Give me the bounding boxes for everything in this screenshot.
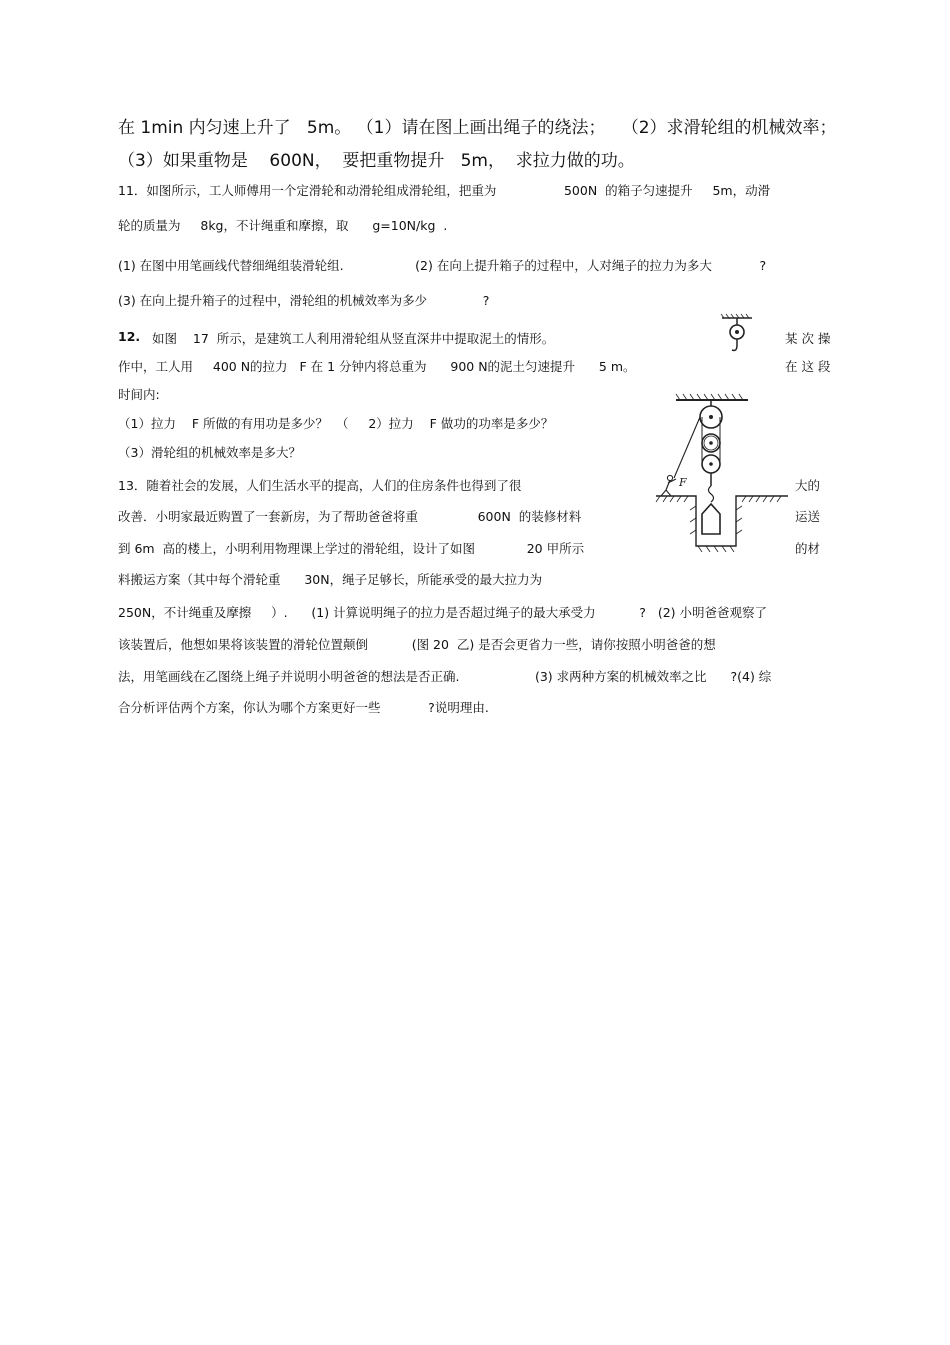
q12-line-1: 如图 17 所示，是建筑工人利用滑轮组从竖直深井中提取泥土的情形。 (152, 331, 555, 346)
q13-line-1-right: 大的 (795, 478, 821, 493)
q13-line-6: 该装置后，他想如果将该装置的滑轮位置颠倒 (图 20 乙) 是否会更省力一些，请你按照小明爸爸的想 (118, 637, 716, 652)
q12-line-1-right: 某 次 操 (785, 331, 831, 346)
text-line-2: （3）如果重物是 600N， 要把重物提升 5m， 求拉力做的功。 (118, 151, 635, 171)
hanging-pulley-figure (714, 312, 760, 360)
q12-number: 12. (118, 329, 141, 344)
q13-line-1: 13．随着社会的发展，人们生活水平的提高，人们的住房条件也得到了很 (118, 478, 522, 493)
q13-line-7: 法，用笔画线在乙图绕上绳子并说明小明爸爸的想法是否正确. (3) 求两种方案的机械效率之比 ?(4) 综 (118, 669, 772, 684)
q13-line-3-right: 的材 (795, 541, 821, 556)
well-pulley-figure (650, 386, 800, 554)
q13-line-4: 料搬运方案（其中每个滑轮重 30N，绳子足够长，所能承受的最大拉力为 (118, 572, 543, 587)
q11-line-3: (1) 在图中用笔画线代替细绳组装滑轮组. (2) 在向上提升箱子的过程中，人对绳子的拉力为多大 ? (118, 258, 767, 273)
q12-line-4: （1）拉力 F 所做的有用功是多少？ （ 2）拉力 F 做功的功率是多少？ (118, 416, 554, 431)
q13-line-3: 到 6m 高的楼上，小明利用物理课上学过的滑轮组，设计了如图 20 甲所示 (118, 541, 585, 556)
force-label: F (679, 476, 687, 489)
q13-line-5: 250N，不计绳重及摩擦 ）. (1) 计算说明绳子的拉力是否超过绳子的最大承受力 ? (2) 小明爸爸观察了 (118, 605, 768, 620)
text-line-1: 在 1min 内匀速上升了 5m。 （1）请在图上画出绳子的绕法； （2）求滑轮组的机械效率； (118, 118, 837, 138)
q11-line-1: 11．如图所示，工人师傅用一个定滑轮和动滑轮组成滑轮组，把重为 500N 的箱子匀速提升 5m，动滑 (118, 183, 771, 198)
q13-line-2: 改善．小明家最近购置了一套新房，为了帮助爸爸将重 600N 的装修材料 (118, 509, 582, 524)
q12-line-3: 时间内: (118, 387, 160, 402)
q11-line-4: (3) 在向上提升箱子的过程中，滑轮组的机械效率为多少 ? (118, 293, 490, 308)
q12-line-2-right: 在 这 段 (785, 359, 831, 374)
q12-line-5: （3）滑轮组的机械效率是多大？ (118, 445, 301, 460)
q11-line-2: 轮的质量为 8kg，不计绳重和摩擦，取 g=10N/kg . (118, 218, 448, 233)
q12-line-2: 作中，工人用 400 N的拉力 F 在 1 分钟内将总重为 900 N的泥土匀速提升 5 m。 (118, 359, 636, 374)
q13-line-2-right: 运送 (795, 509, 821, 524)
q13-line-8: 合分析评估两个方案，你认为哪个方案更好一些 ?说明理由. (118, 700, 489, 715)
